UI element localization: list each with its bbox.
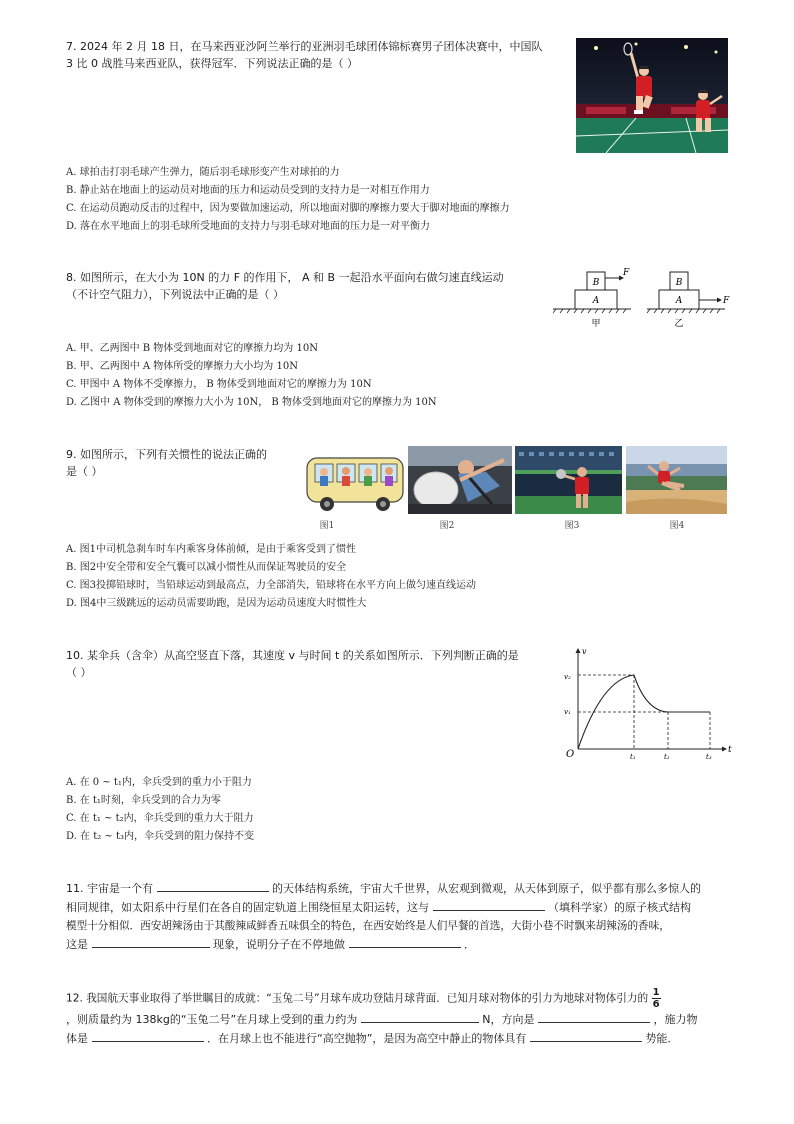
q8-stem-line1: 8. 如图所示，在大小为 10N 的力 F 的作用下， A 和 B 一起沿水平面向右做匀速直线运动 <box>66 271 504 284</box>
q9-options <box>66 541 476 613</box>
q11-text-2: 的天体结构系统，宇宙大千世界，从宏观到微观，从天体到原子，似乎都有那么多惊人的 <box>272 882 701 895</box>
q8-option-a[interactable]: A. 甲、乙两图中 B 物体受到地面对它的摩擦力均为 10N <box>66 343 318 354</box>
q7-option-b[interactable]: B. 静止站在地面上的运动员对地面的压力和运动员受到的支持力是一对相互作用力 <box>66 185 430 196</box>
q10-vt-graph-svg <box>558 645 734 763</box>
q8-right-caption: 乙 <box>674 319 684 329</box>
q10-origin-label: O <box>566 749 575 760</box>
q8-right-label-b: B <box>675 278 683 288</box>
q10-option-c[interactable]: C. 在 t₁ ~ t₂内，伞兵受到的重力大于阻力 <box>66 813 254 824</box>
q12-fraction-denominator: 6 <box>652 999 660 1010</box>
q8-left-force-label: F <box>623 268 630 278</box>
q12-text-7: 势能． <box>645 1032 679 1045</box>
q12-text-3: N，方向是 <box>482 1013 535 1026</box>
q10-t3-label: t₃ <box>706 753 712 761</box>
q9-option-c[interactable]: C. 图3投掷铅球时，当铅球运动到最高点，力全部消失，铅球将在水平方向上做匀速直线运动 <box>66 580 477 591</box>
q9-fig2-airbag-image <box>408 446 512 514</box>
q8-right-force-label: F <box>723 296 730 306</box>
q8-option-d[interactable]: D. 乙图中 A 物体受到的摩擦力大小为 10N， B 物体受到地面对它的摩擦力为 10N <box>66 397 437 408</box>
q9-option-a[interactable]: A. 图1中司机急刹车时车内乘客身体前倾，是由于乘客受到了惯性 <box>66 544 356 555</box>
q8-option-b[interactable]: B. 甲、乙两图中 A 物体所受的摩擦力大小均为 10N <box>66 361 298 372</box>
q9-fig3-caption: 图3 <box>564 521 580 531</box>
q10-stem <box>66 647 556 681</box>
q9-option-d[interactable]: D. 图4中三级跳远的运动员需要助跑，是因为运动员速度大时惯性大 <box>66 598 367 609</box>
q8-stem-line2: （不计空气阻力），下列说法中正确的是（ ） <box>66 288 284 301</box>
q7-option-d[interactable]: D. 落在水平地面上的羽毛球所受地面的支持力与羽毛球对地面的压力是一对平衡力 <box>66 221 431 232</box>
q12-text-2: ，则质量约为 138kg的“玉兔二号”在月球上受到的重力约为 <box>66 1013 358 1026</box>
q8-option-c[interactable]: C. 甲图中 A 物体不受摩擦力， B 物体受到地面对它的摩擦力为 10N <box>66 379 372 390</box>
q12-blank-4[interactable] <box>530 1029 642 1042</box>
q10-t1-label: t₁ <box>630 753 636 761</box>
q12-text-5: 体是 <box>66 1032 88 1045</box>
q7-stem-line2: 3 比 0 战胜马来西亚队，获得冠军．下列说法正确的是（ ） <box>66 57 358 70</box>
q11-text-6: 这是 <box>66 938 88 951</box>
q7-stem-line1: 7. 2024 年 2 月 18 日，在马来西亚沙阿兰举行的亚洲羽毛球团体锦标赛男子团体决赛中，中国队 <box>66 40 543 53</box>
q10-stem-line1: 10. 某伞兵（含伞）从高空竖直下落，其速度 v 与时间 t 的关系如图所示．下列判断正确的是 <box>66 649 519 662</box>
q10-v2-label: v₂ <box>564 673 571 681</box>
q8-stem <box>66 269 546 303</box>
q9-option-b[interactable]: B. 图2中安全带和安全气囊可以减小惯性从而保证驾驶员的安全 <box>66 562 347 573</box>
q9-fig4-longjump-image <box>626 446 727 514</box>
q10-y-label: v <box>582 647 587 656</box>
q11-stem <box>66 879 736 954</box>
q10-vt-graph <box>558 645 734 763</box>
q11-text-7: 现象，说明分子在不停地做 <box>213 938 345 951</box>
q8-left-label-b: B <box>592 278 600 288</box>
q7-option-c[interactable]: C. 在运动员跑动反击的过程中，因为要做加速运动，所以地面对脚的摩擦力要大于脚对地面的摩擦力 <box>66 203 510 214</box>
q10-option-a[interactable]: A. 在 0 ~ t₁内，伞兵受到的重力小于阻力 <box>66 777 252 788</box>
q9-stem <box>66 446 296 480</box>
q11-blank-4[interactable] <box>349 935 461 948</box>
q12-text-6: ．在月球上也不能进行“高空抛物”，是因为高空中静止的物体具有 <box>207 1032 527 1045</box>
q9-fig1-caption: 图1 <box>319 521 335 531</box>
q12-text-1: 12. 我国航天事业取得了举世瞩目的成就：“玉兔二号”月球车成功登陆月球背面．已知月球对物体的引力为地球对物体引力的 <box>66 992 649 1005</box>
q12-blank-3[interactable] <box>92 1029 204 1042</box>
q10-options <box>66 774 254 846</box>
q9-fig2-caption: 图2 <box>439 521 455 531</box>
q7-stem <box>66 38 566 72</box>
q10-stem-line2: （ ） <box>66 666 92 679</box>
q9-fig4-caption: 图4 <box>669 521 685 531</box>
q11-text-5: 模型十分相似．西安胡辣汤由于其酸辣咸鲜香五味俱全的特色，在西安始终是人们早餐的首选，大街小巷不时飘来胡辣汤的香味， <box>66 920 670 932</box>
q11-text-1: 11. 宇宙是一个有 <box>66 882 153 895</box>
q8-options <box>66 340 437 412</box>
q8-left-label-a: A <box>592 296 600 306</box>
q8-blocks-diagram <box>553 266 743 330</box>
q8-blocks-figure <box>553 266 743 330</box>
q9-stem-line2: 是（ ） <box>66 465 103 478</box>
q11-text-8: ． <box>464 938 475 951</box>
q7-option-a[interactable]: A. 球拍击打羽毛球产生弹力，随后羽毛球形变产生对球拍的力 <box>66 167 340 178</box>
q9-fig3-shotput-image <box>515 446 622 514</box>
q7-options <box>66 164 510 236</box>
badminton-photo <box>576 38 728 153</box>
q10-t2-label: t₂ <box>664 753 670 761</box>
q12-blank-2[interactable] <box>538 1010 650 1023</box>
q10-option-b[interactable]: B. 在 t₁时刻，伞兵受到的合力为零 <box>66 795 221 806</box>
q9-stem-line1: 9. 如图所示，下列有关惯性的说法正确的 <box>66 448 267 461</box>
q10-option-d[interactable]: D. 在 t₂ ~ t₃内，伞兵受到的阻力保持不变 <box>66 831 254 842</box>
q9-fig1-bus-image <box>303 446 407 514</box>
q10-v1-label: v₁ <box>564 708 571 716</box>
q11-blank-1[interactable] <box>157 879 269 892</box>
q12-blank-1[interactable] <box>361 1010 479 1023</box>
q11-blank-3[interactable] <box>92 935 210 948</box>
q11-blank-2[interactable] <box>433 898 545 911</box>
q8-right-label-a: A <box>675 296 683 306</box>
q12-fraction <box>652 987 661 1010</box>
q11-text-3: 相同规律，如太阳系中行星们在各自的固定轨道上围绕恒星太阳运转，这与 <box>66 901 429 914</box>
q12-fraction-numerator: 1 <box>652 987 660 998</box>
q9-figures <box>303 446 727 532</box>
q11-text-4: （填科学家）的原子核式结构 <box>548 901 691 914</box>
q8-left-caption: 甲 <box>591 319 601 329</box>
q12-text-4: ，施力物 <box>653 1013 698 1026</box>
q10-x-label: t <box>728 745 732 755</box>
q12-stem <box>66 987 746 1048</box>
badminton-photo-image <box>576 38 728 153</box>
